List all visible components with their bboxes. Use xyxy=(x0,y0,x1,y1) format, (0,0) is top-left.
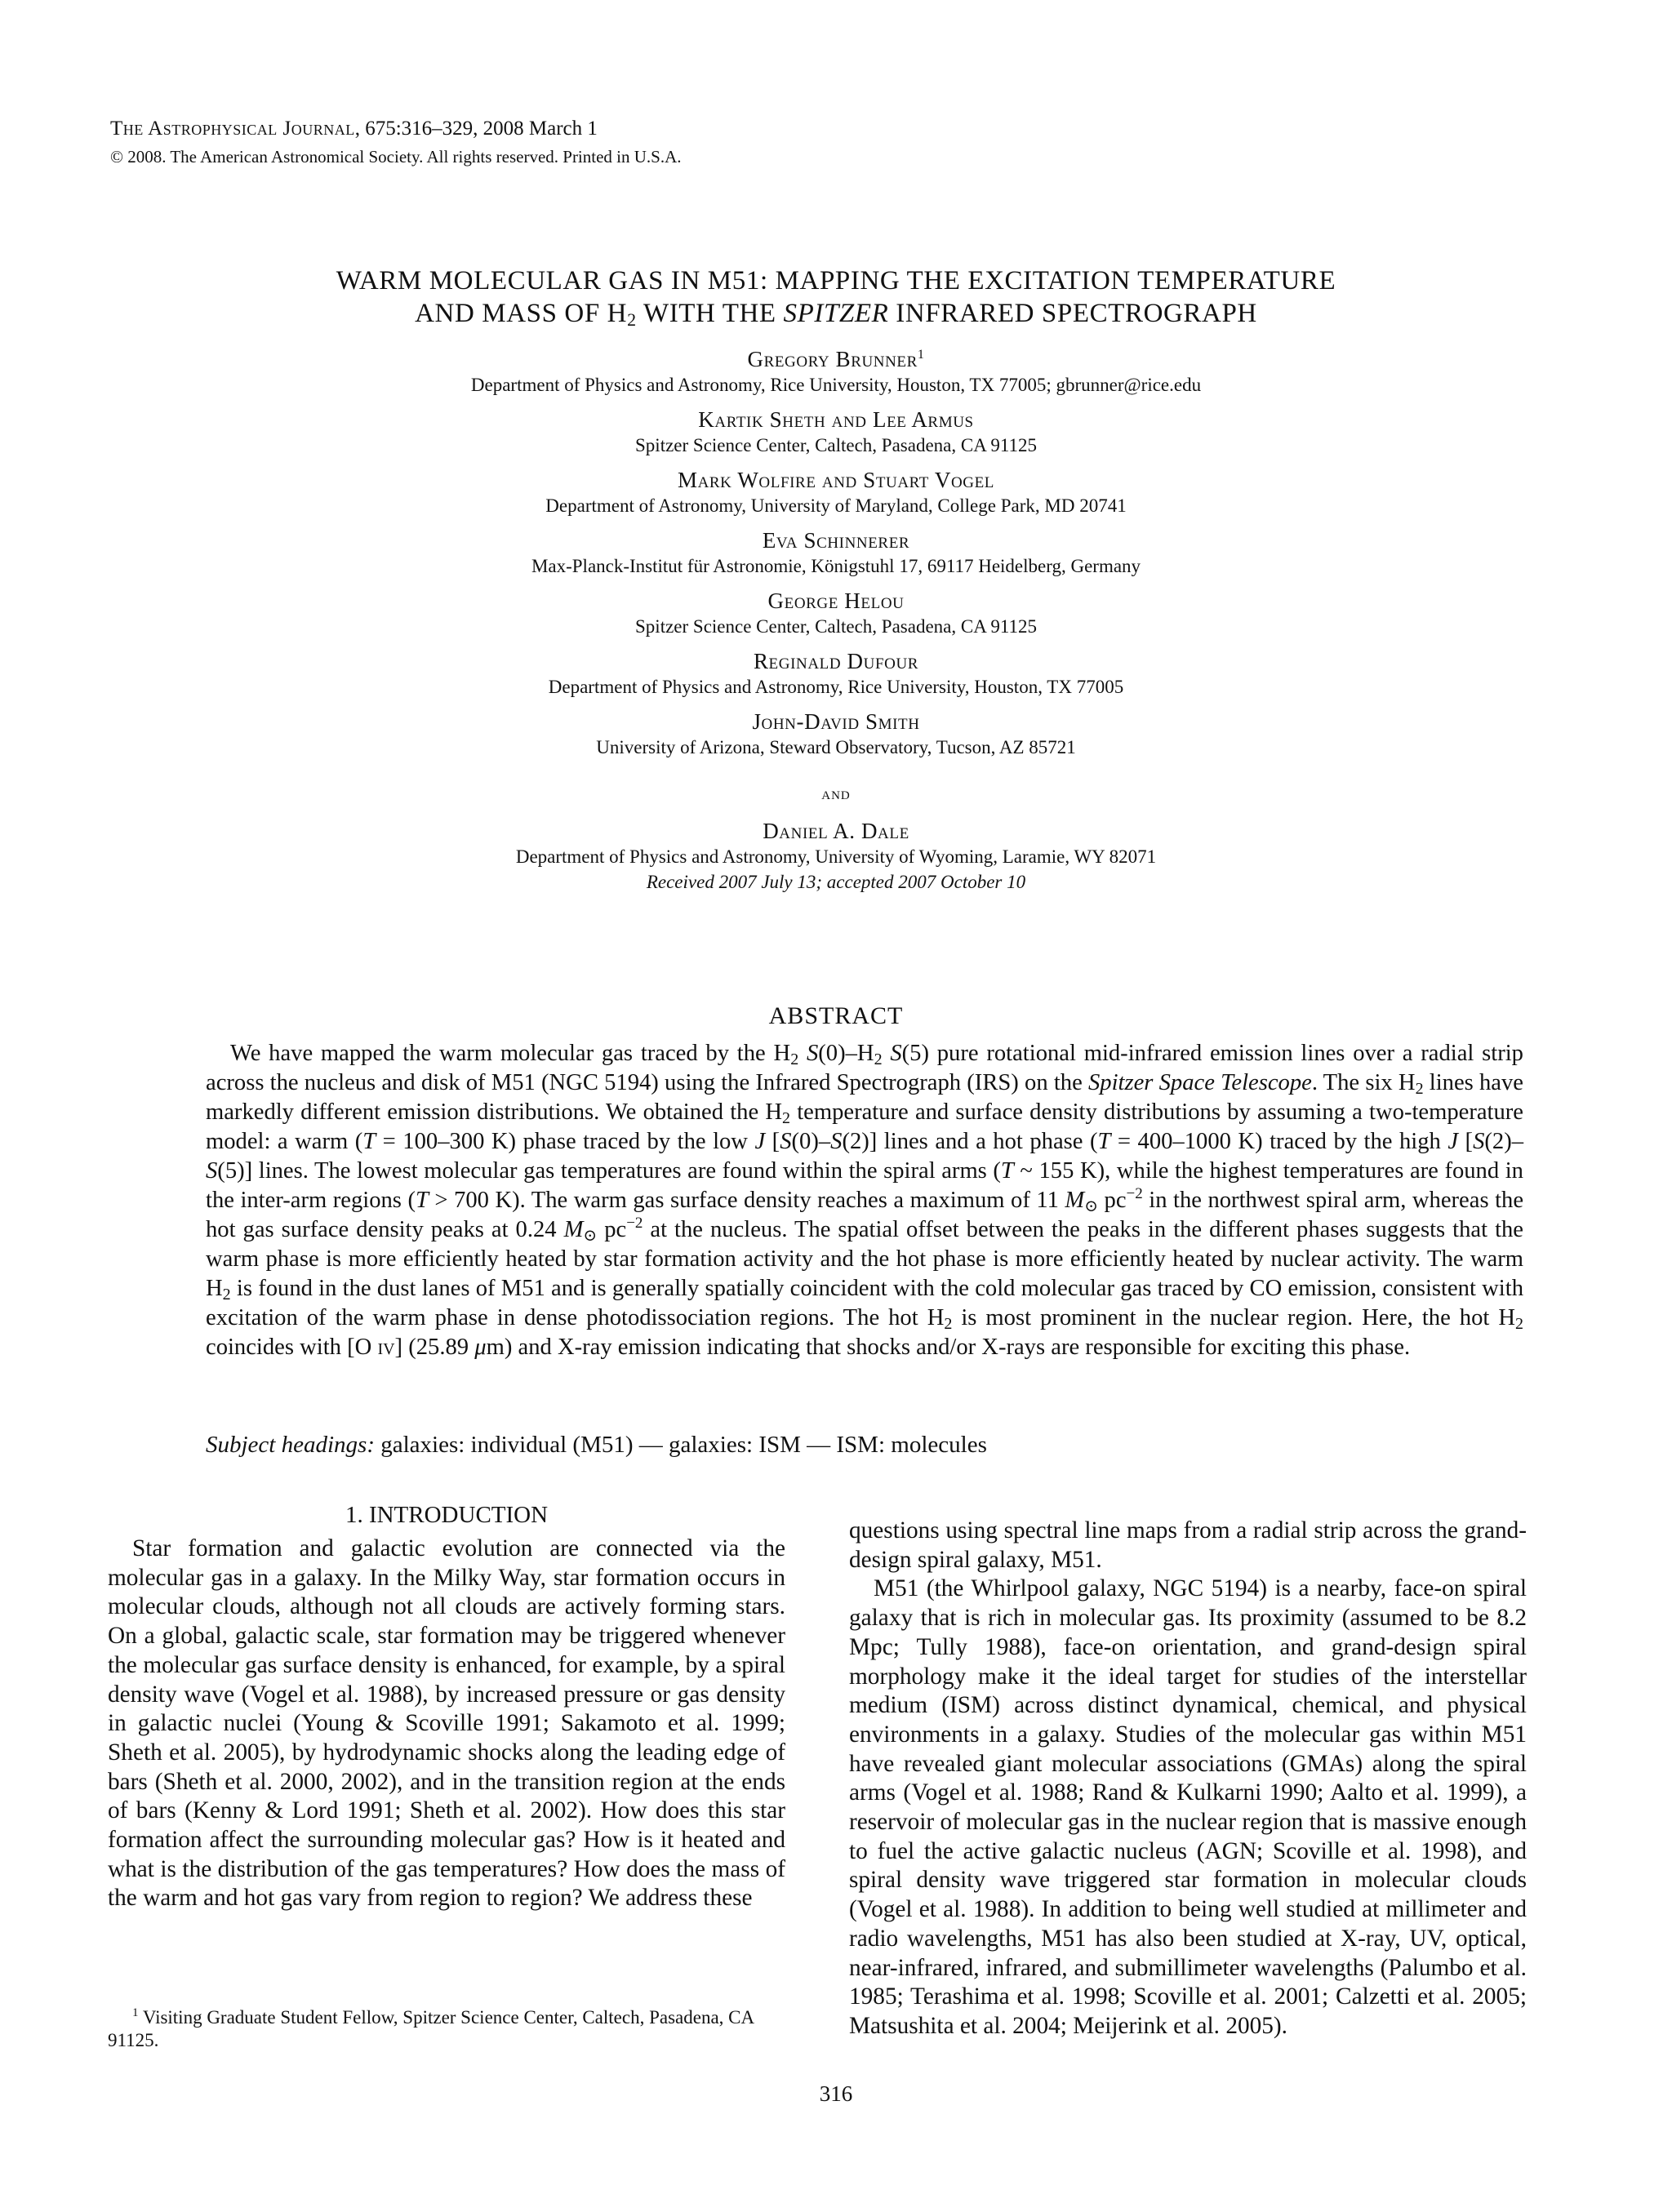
article-title xyxy=(163,264,1509,330)
and-separator: and xyxy=(821,784,851,803)
footnote xyxy=(108,2006,785,2052)
author-name: Mark Wolfire and Stuart Vogel xyxy=(677,468,995,492)
subject-headings-label: Subject headings: xyxy=(206,1432,375,1458)
subject-headings xyxy=(206,1430,987,1459)
author-affiliation: Department of Physics and Astronomy, Rice University, Houston, TX 77005 xyxy=(548,677,1124,697)
copyright-line: © 2008. The American Astronomical Society. All rights reserved. Printed in U.S.A. xyxy=(110,147,682,167)
footnote-mark: 1 xyxy=(132,2006,139,2019)
author-name: Reginald Dufour xyxy=(753,649,919,673)
page-number: 316 xyxy=(819,2081,853,2106)
left-column xyxy=(108,1500,785,1913)
author-name: Gregory Brunner$^1$ xyxy=(747,347,925,371)
journal-name: The Astrophysical Journal xyxy=(110,118,355,140)
received-dates: Received 2007 July 13; accepted 2007 October 10 xyxy=(646,872,1026,892)
journal-citation: , 675:316–329, 2008 March 1 xyxy=(354,118,598,140)
author-name: Daniel A. Dale xyxy=(763,819,909,843)
body-paragraph: M51 (the Whirlpool galaxy, NGC 5194) is a nearby, face-on spiral galaxy that is rich in molecular gas. Its proximity (assumed to be 8.2 Mpc; Tully 1988), face-on orientation, and grand-design spiral morphology make it the ideal target for studies of the interstellar medium (ISM) across distinct dynamical, chemical, and physical environments in a galaxy. Studies of the molecular gas within M51 have revealed giant molecular associations (GMAs) along the spiral arms (Vogel et al. 1988; Rand & Kulkarni 1990; Aalto et al. 1999), a reservoir of molecular gas in the nuclear region that is massive enough to fuel the active galactic nucleus (AGN; Scoville et al. 1998), and spiral density wave triggered star formation in molecular clouds (Vogel et al. 1988). In addition to being well studied at millimeter and radio wavelengths, M51 has also been studied at X-ray, UV, optical, near-infrared, infrared, and submillimeter wavelengths (Palumbo et al. 1985; Terashima et al. 1998; Scoville et al. 2001; Calzetti et al. 2005; Matsushita et al. 2004; Meijerink et al. 2005). xyxy=(849,1575,1527,2039)
author-affiliation: Department of Physics and Astronomy, Rice University, Houston, TX 77005; gbrunner@rice.edu xyxy=(470,375,1202,395)
author-name: George Helou xyxy=(767,589,905,613)
right-column xyxy=(849,1517,1527,2041)
author-name: Kartik Sheth and Lee Armus xyxy=(698,407,974,432)
author-name: John-David Smith xyxy=(752,709,920,734)
body-paragraph: Star formation and galactic evolution are connected via the molecular gas in a galaxy. In the Milky Way, star formation occurs in molecular clouds, although not all clouds are actively forming stars. On a global, galactic scale, star formation may be triggered whenever the molecular gas surface density is enhanced, for example, by a spiral density wave (Vogel et al. 1988), by increased pressure or gas density in galactic nuclei (Young & Scoville 1991; Sakamoto et al. 1999; Sheth et al. 2005), by hydrodynamic shocks along the leading edge of bars (Sheth et al. 2000, 2002), and in the transition region at the ends of bars (Kenny & Lord 1991; Sheth et al. 2002). How does this star formation affect the surrounding molecular gas? How is it heated and what is the distribution of the gas temperatures? How does the mass of the warm and hot gas vary from region to region? We address these xyxy=(108,1535,785,1912)
author-affiliation: University of Arizona, Steward Observatory, Tucson, AZ 85721 xyxy=(596,737,1076,757)
section-heading: 1. INTRODUCTION xyxy=(345,1502,549,1528)
author-affiliation: Department of Astronomy, University of Maryland, College Park, MD 20741 xyxy=(545,495,1127,516)
subject-headings-text: galaxies: individual (M51) — galaxies: ISM — ISM: molecules xyxy=(374,1432,987,1458)
author-affiliation: Department of Physics and Astronomy, University of Wyoming, Laramie, WY 82071 xyxy=(515,846,1157,867)
abstract-body: We have mapped the warm molecular gas traced by the $H_2$ $S(0)-H_2$ S(5) pure rotational mid-infrared emission lines over a radial strip across the nucleus and disk of M51 (NGC 5194) using the Infrared Spectrograph (IRS) on the Spitzer Space Telescope. The six $H_2$ lines have markedly different emission distributions. We obtained the $H_2$ temperature and surface density distributions by assuming a two-temperature model: a warm (T = 100–300 K) phase traced by the low J [S(0)–S(2)] lines and a hot phase (T = 400–1000 K) traced by the high J [S(2)–S(5)] lines. The lowest molecular gas temperatures are found within the spiral arms (T ~ 155 K), while the highest temperatures are found in the inter-arm regions (T > 700 K). The warm gas surface density reaches a maximum of 11 $M_⊙$ $pc^{-2}$ in the northwest spiral arm, whereas the hot gas surface density peaks at 0.24 $M_⊙$ $pc^{-2}$ at the nucleus. The spatial offset between the peaks in the different phases suggests that the warm phase is more efficiently heated by star formation activity and the hot phase is more efficiently heated by nuclear activity. The warm $H_2$ is found in the dust lanes of M51 and is generally spatially coincident with the cold molecular gas traced by CO emission, consistent with excitation of the warm phase in dense photodissociation regions. The hot $H_2$ is most prominent in the nuclear region. Here, the hot $H_2$ coincides with [O iv] (25.89 μm) and X-ray emission indicating that shocks and/or X-rays are responsible for exciting this phase. xyxy=(206,1041,1524,1360)
footnote-text: Visiting Graduate Student Fellow, Spitzer Science Center, Caltech, Pasadena, CA 91125. xyxy=(108,2007,754,2050)
author-list xyxy=(131,346,1541,895)
running-head xyxy=(110,116,598,142)
author-name: Eva Schinnerer xyxy=(762,528,910,553)
title-line-1: WARM MOLECULAR GAS IN M51: MAPPING THE EXCITATION TEMPERATURE xyxy=(336,266,1336,295)
abstract-heading: ABSTRACT xyxy=(768,1002,904,1029)
author-affiliation: Spitzer Science Center, Caltech, Pasadena, CA 91125 xyxy=(635,435,1037,455)
body-paragraph: questions using spectral line maps from a radial strip across the grand-design spiral galaxy, M51. xyxy=(849,1517,1527,1573)
title-line-2: AND MASS OF $H_2$ WITH THE SPITZER INFRARED SPECTROGRAPH xyxy=(415,299,1257,330)
author-affiliation: Spitzer Science Center, Caltech, Pasadena, CA 91125 xyxy=(635,616,1037,637)
author-affiliation: Max-Planck-Institut für Astronomie, Königstuhl 17, 69117 Heidelberg, Germany xyxy=(531,556,1141,576)
